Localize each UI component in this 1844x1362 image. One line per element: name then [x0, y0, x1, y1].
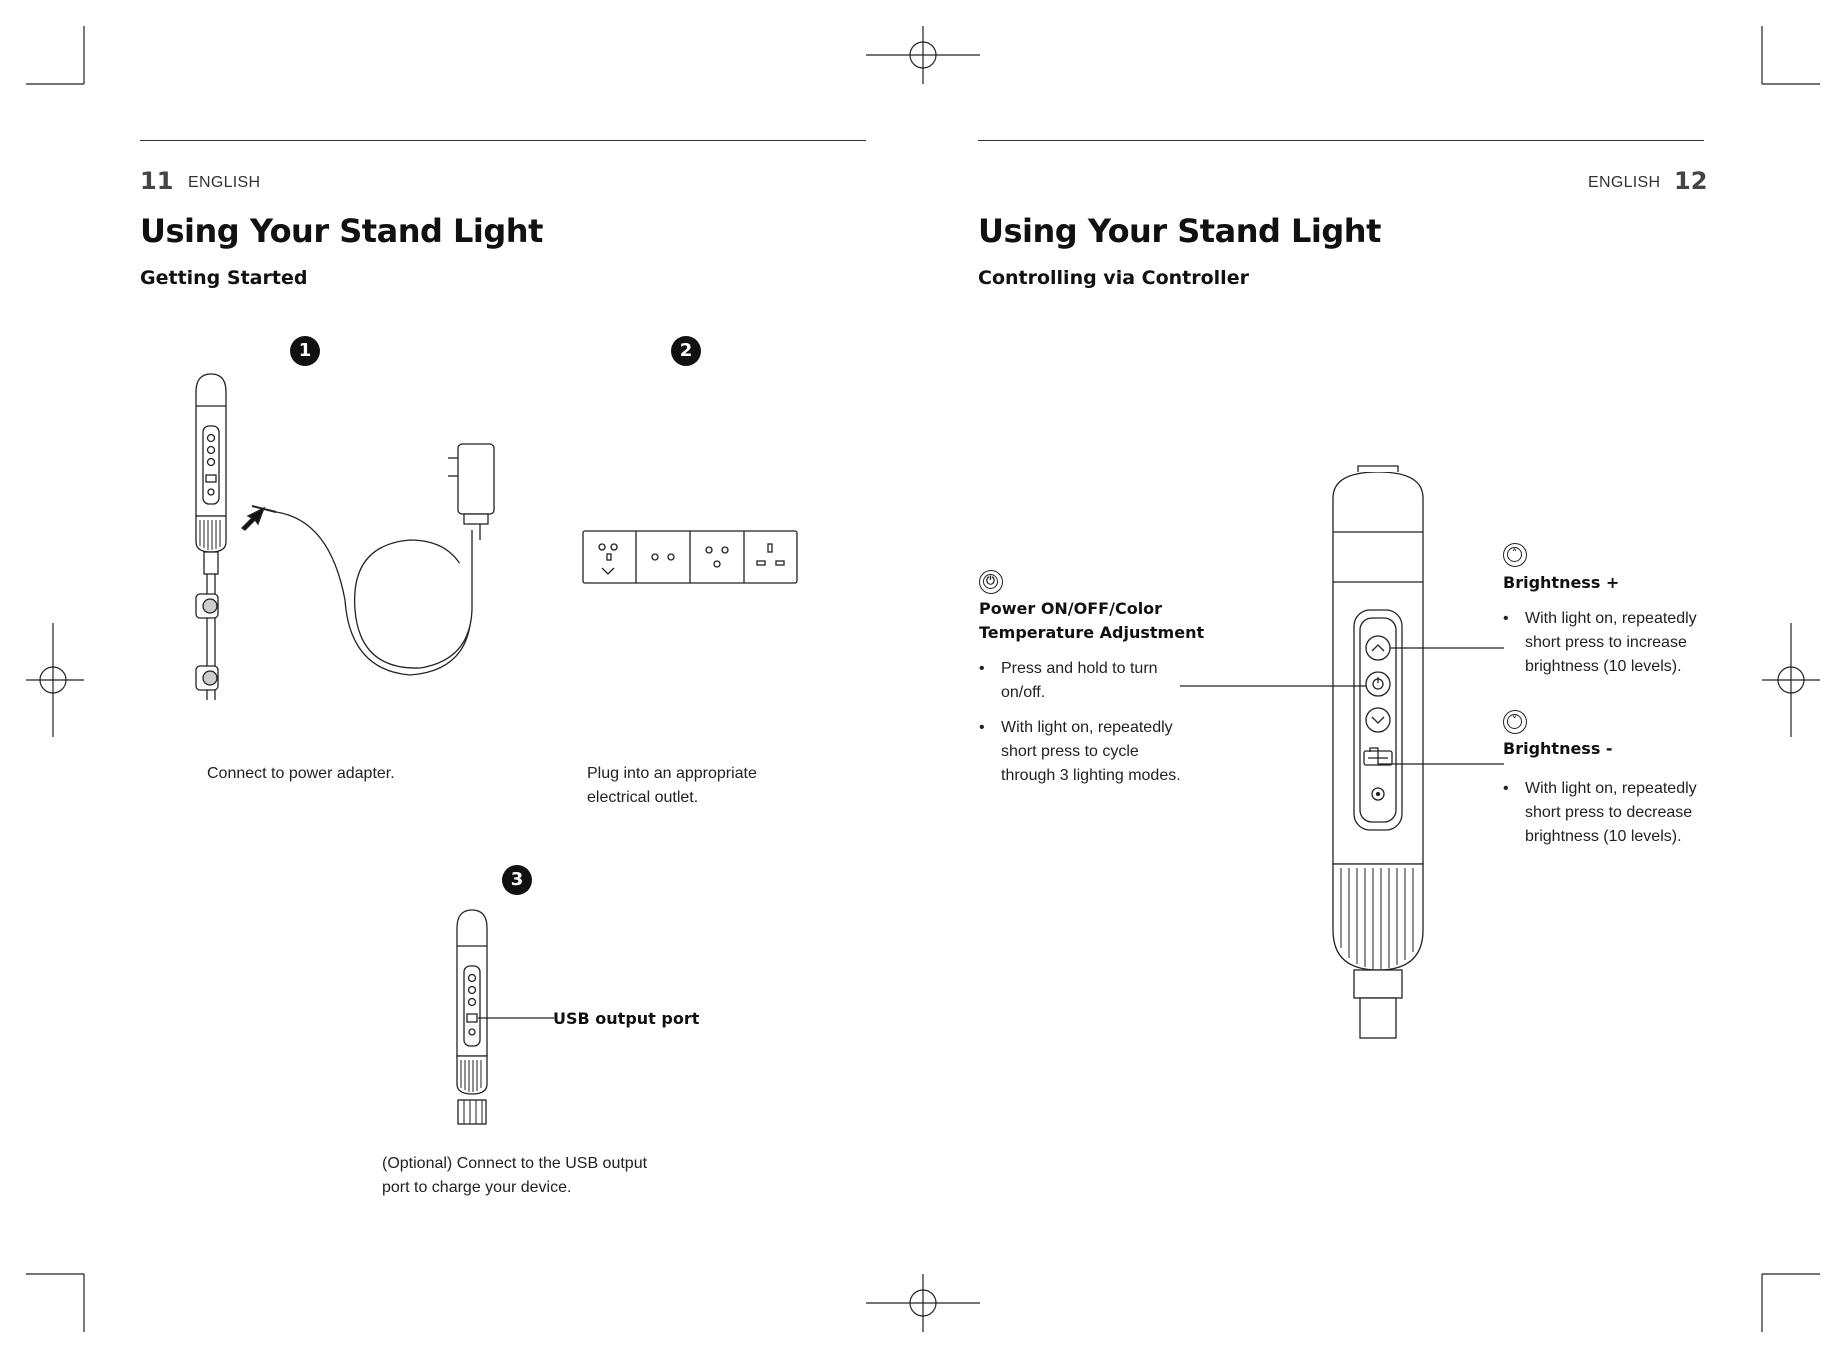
page-title-left: Using Your Stand Light — [140, 212, 543, 250]
header-rule-left — [140, 140, 866, 141]
bullet-line: • With light on, repeatedly — [1525, 610, 1697, 627]
list-item — [979, 716, 1209, 788]
bullet-line: • With light on, repeatedly — [1001, 719, 1173, 736]
power-label-line: Power ON/OFF/Color — [979, 599, 1163, 618]
page-number-left: 11 — [140, 167, 174, 195]
brightness-down-label: Brightness - — [1503, 739, 1613, 758]
bullet-line: on/off. — [1001, 684, 1046, 701]
power-bullets — [979, 657, 1209, 799]
step-2-caption-line: electrical outlet. — [587, 789, 699, 806]
step-3-badge: 3 — [502, 865, 532, 895]
step-1-illustration — [180, 370, 510, 710]
list-item — [979, 657, 1209, 705]
language-label-right: ENGLISH — [1588, 174, 1661, 191]
bullet-line: short press to cycle — [1001, 743, 1139, 760]
list-item — [1503, 777, 1743, 849]
step-1-caption-line: Connect to power adapter. — [207, 765, 395, 782]
brightness-down-bullets — [1503, 777, 1743, 860]
step-2-caption-line: Plug into an appropriate — [587, 765, 757, 782]
step-3-caption-line: (Optional) Connect to the USB output — [382, 1155, 648, 1172]
section-subtitle-left: Getting Started — [140, 267, 308, 289]
step-1-caption — [207, 762, 395, 786]
power-icon: ⏻ — [979, 570, 1003, 594]
header-rule-right — [978, 140, 1704, 141]
bullet-line: • With light on, repeatedly — [1525, 780, 1697, 797]
usb-port-callout: USB output port — [553, 1009, 700, 1028]
page-number-right: 12 — [1674, 167, 1708, 195]
page-title-right: Using Your Stand Light — [978, 212, 1381, 250]
bullet-line: short press to decrease — [1525, 804, 1693, 821]
step-1-badge: 1 — [290, 336, 320, 366]
list-item — [1503, 607, 1743, 679]
language-label-left: ENGLISH — [188, 174, 261, 191]
bullet-line: • Press and hold to turn — [1001, 660, 1158, 677]
power-label-line: Temperature Adjustment — [979, 623, 1205, 642]
bullet-line: brightness (10 levels). — [1525, 828, 1682, 845]
power-label — [979, 597, 1204, 645]
step-2-caption — [587, 762, 757, 810]
bullet-line: through 3 lighting modes. — [1001, 767, 1181, 784]
brightness-up-label: Brightness + — [1503, 573, 1620, 592]
chevron-down-icon: ˅ — [1503, 710, 1527, 734]
section-subtitle-right: Controlling via Controller — [978, 267, 1249, 289]
bullet-line: short press to increase — [1525, 634, 1687, 651]
step-2-illustration — [582, 530, 800, 584]
bullet-line: brightness (10 levels). — [1525, 658, 1682, 675]
step-3-caption-line: port to charge your device. — [382, 1179, 572, 1196]
chevron-up-icon: ˄ — [1503, 543, 1527, 567]
step-2-badge: 2 — [671, 336, 701, 366]
step-3-caption — [382, 1152, 647, 1200]
brightness-up-bullets — [1503, 607, 1743, 690]
